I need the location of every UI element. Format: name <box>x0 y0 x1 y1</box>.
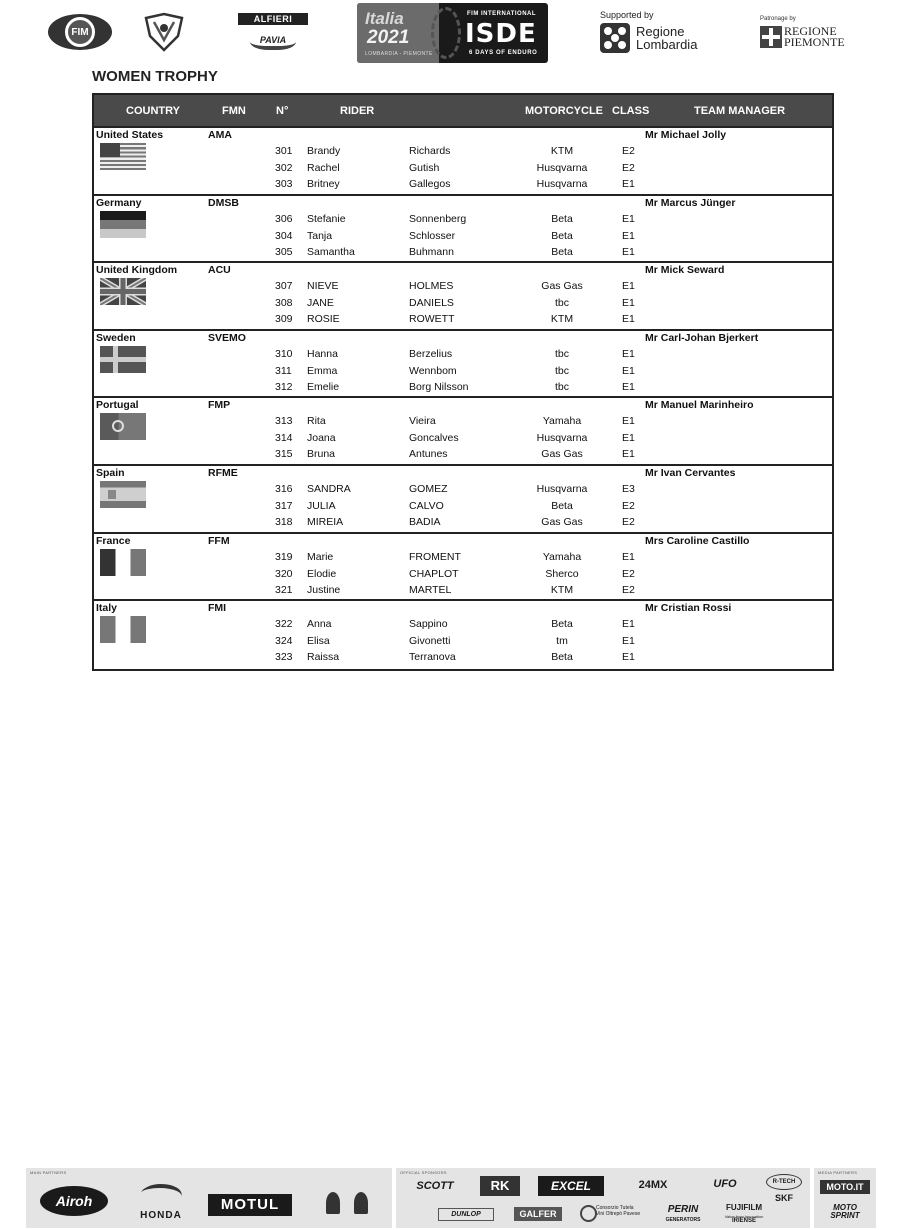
country-name: United Kingdom <box>96 264 178 277</box>
rider-first-name: Elisa <box>307 635 330 648</box>
rider-class: E1 <box>622 635 635 648</box>
rider-last-name: GOMEZ <box>409 482 448 495</box>
women-trophy-table <box>92 93 834 671</box>
rider-row <box>94 432 832 448</box>
rider-class: E1 <box>622 432 635 445</box>
rider-motorcycle: Gas Gas <box>541 448 583 461</box>
rider-first-name: Raissa <box>307 651 340 664</box>
table-header <box>94 95 832 128</box>
scott-logo: SCOTT <box>416 1180 454 1192</box>
rider-row <box>94 381 832 397</box>
rider-number: 301 <box>275 145 293 157</box>
rider-first-name: MIREIA <box>307 515 344 528</box>
rider-number: 309 <box>275 313 293 326</box>
rider-last-name: FROMENT <box>409 550 461 563</box>
piemonte-cross-icon <box>760 26 782 48</box>
rider-class: E1 <box>622 651 635 664</box>
rider-last-name: Borg Nilsson <box>409 380 469 393</box>
rider-first-name: Rachel <box>307 162 340 174</box>
rider-motorcycle: Beta <box>551 651 573 664</box>
rider-class: E2 <box>622 515 635 528</box>
country-name: France <box>96 534 131 547</box>
fujifilm-logo: FUJIFILM Value from Innovation <box>724 1203 764 1219</box>
fmn-code: FFM <box>208 534 230 547</box>
team-group <box>94 263 832 331</box>
team-manager-name: Mr Michael Jolly <box>645 129 727 141</box>
rider-number: 304 <box>275 229 293 242</box>
rider-motorcycle: Husqvarna <box>536 432 588 445</box>
rider-class: E1 <box>622 364 635 377</box>
rider-class: E3 <box>622 482 635 495</box>
rider-motorcycle: KTM <box>550 583 574 596</box>
rider-last-name: BADIA <box>409 515 441 528</box>
rider-row <box>94 651 832 667</box>
rider-class: E1 <box>622 550 635 563</box>
honda-wing-icon <box>136 1184 186 1206</box>
rider-motorcycle: Beta <box>551 212 573 225</box>
col-number: N° <box>276 105 289 117</box>
rider-first-name: Emelie <box>307 380 340 393</box>
rider-number: 302 <box>275 162 293 174</box>
rider-row <box>94 568 832 584</box>
official-sponsors-panel: OFFICIAL SPONSORS SCOTT RK EXCEL 24MX UFO R-TECH SKF DUNLOP GALFER Consorzio Tutela Vini Oltrepò Pavese PERIN GENERATORS FUJIFILM Value from Innovation IRIENSE <box>396 1168 810 1228</box>
rider-last-name: Gutish <box>409 162 440 174</box>
col-fmn: FMN <box>222 105 246 117</box>
header-logos <box>0 0 900 68</box>
rider-first-name: Rita <box>307 415 326 428</box>
rider-row <box>94 246 832 262</box>
col-motorcycle: MOTORCYCLE <box>525 105 604 117</box>
rider-motorcycle: Sherco <box>545 567 579 580</box>
country-name: Sweden <box>96 331 136 344</box>
rider-number: 319 <box>275 550 293 563</box>
country-name: Portugal <box>96 399 139 412</box>
rider-class: E2 <box>622 567 635 580</box>
rider-number: 315 <box>275 448 293 461</box>
rider-last-name: Buhmann <box>409 245 454 258</box>
rider-row <box>94 280 832 296</box>
rider-last-name: Antunes <box>409 448 448 461</box>
team-manager-name: Mr Cristian Rossi <box>645 602 732 615</box>
rider-number: 308 <box>275 297 293 310</box>
rider-row <box>94 145 832 161</box>
rider-class: E1 <box>622 415 635 428</box>
col-country: COUNTRY <box>126 105 180 117</box>
country-name: Spain <box>96 466 125 479</box>
rider-first-name: Hanna <box>307 347 338 360</box>
rider-motorcycle: Gas Gas <box>541 280 583 293</box>
rider-motorcycle: tbc <box>554 297 569 310</box>
dunlop-logo: DUNLOP <box>438 1208 494 1221</box>
rider-first-name: Stefanie <box>307 212 346 225</box>
fim-logo: FIM <box>48 14 112 50</box>
rider-row <box>94 551 832 567</box>
rider-first-name: Anna <box>307 618 332 631</box>
rider-first-name: Brandy <box>307 145 341 157</box>
rider-number: 312 <box>275 380 293 393</box>
rider-motorcycle: Beta <box>551 229 573 242</box>
rider-class: E2 <box>622 583 635 596</box>
24mx-logo: 24MX <box>638 1179 668 1191</box>
rider-motorcycle: Beta <box>551 618 573 631</box>
rider-row <box>94 178 832 194</box>
rider-motorcycle: tbc <box>554 347 569 360</box>
rider-class: E2 <box>622 162 635 174</box>
moto-sprint-logo: MOTO SPRINT <box>830 1203 860 1220</box>
rider-number: 318 <box>275 515 293 528</box>
team-group <box>94 534 832 602</box>
rider-first-name: Samantha <box>307 245 355 258</box>
rider-class: E1 <box>622 245 635 258</box>
rider-number: 317 <box>275 499 293 512</box>
rider-class: E1 <box>622 618 635 631</box>
isde-2021-logo: Italia 2021 LOMBARDIA - PIEMONTE FIM INTERNATIONAL ISDE 6 DAYS OF ENDURO <box>357 3 548 63</box>
team-manager-name: Mrs Caroline Castillo <box>645 534 750 547</box>
fmn-code: DMSB <box>208 196 239 209</box>
rider-last-name: CHAPLOT <box>409 567 459 580</box>
rider-class: E2 <box>622 499 635 512</box>
sponsor-footer <box>26 1168 876 1228</box>
fmn-code: SVEMO <box>208 331 246 344</box>
rider-motorcycle: Beta <box>551 499 573 512</box>
team-manager-name: Mr Mick Seward <box>645 264 725 277</box>
team-group <box>94 466 832 534</box>
rider-class: E1 <box>622 313 635 326</box>
rider-motorcycle: Husqvarna <box>536 162 588 174</box>
rider-number: 305 <box>275 245 293 258</box>
rider-row <box>94 297 832 313</box>
airoh-logo: Airoh <box>40 1186 108 1216</box>
rider-motorcycle: KTM <box>550 145 574 157</box>
rider-row <box>94 415 832 431</box>
consorzio-logo: Consorzio Tutela Vini Oltrepò Pavese <box>580 1205 642 1217</box>
rider-first-name: Bruna <box>307 448 336 461</box>
rider-row <box>94 313 832 329</box>
rider-first-name: JANE <box>307 297 334 310</box>
rider-last-name: Givonetti <box>409 635 451 648</box>
rider-motorcycle: tbc <box>554 364 569 377</box>
rider-last-name: MARTEL <box>409 583 452 596</box>
supported-by-label: Supported by <box>600 10 654 20</box>
country-name: Germany <box>96 196 142 209</box>
rider-first-name: Emma <box>307 364 338 377</box>
rider-number: 313 <box>275 415 293 428</box>
rider-last-name: DANIELS <box>409 297 454 310</box>
rider-first-name: Britney <box>307 178 340 190</box>
excel-logo: EXCEL <box>538 1176 604 1196</box>
rider-number: 320 <box>275 567 293 580</box>
rider-row <box>94 584 832 600</box>
rider-number: 314 <box>275 432 293 445</box>
rider-class: E1 <box>622 347 635 360</box>
team-group <box>94 398 832 466</box>
rider-row <box>94 213 832 229</box>
main-partners-panel: MAIN PARTNERS Airoh HONDA MOTUL <box>26 1168 392 1228</box>
rider-first-name: ROSIE <box>307 313 340 326</box>
rider-class: E2 <box>622 145 635 157</box>
regione-piemonte-logo: Patronage by REGIONE PIEMONTE <box>760 16 845 49</box>
rider-row <box>94 348 832 364</box>
rider-class: E1 <box>622 380 635 393</box>
galfer-logo: GALFER <box>514 1207 562 1221</box>
moto-it-logo: MOTO.IT <box>820 1180 870 1194</box>
pavia-logo: PAVIA <box>250 30 296 50</box>
rider-class: E1 <box>622 280 635 293</box>
team-manager-name: Mr Manuel Marinheiro <box>645 399 754 412</box>
team-group <box>94 128 832 196</box>
fmn-code: AMA <box>208 129 232 141</box>
rider-last-name: ROWETT <box>409 313 455 326</box>
rider-last-name: CALVO <box>409 499 444 512</box>
rider-motorcycle: Yamaha <box>542 415 582 428</box>
team-manager-name: Mr Marcus Jünger <box>645 196 736 209</box>
rider-first-name: Justine <box>307 583 341 596</box>
alfieri-logo: ALFIERI <box>238 13 308 25</box>
team-group <box>94 601 832 669</box>
rider-row <box>94 448 832 464</box>
rider-number: 321 <box>275 583 293 596</box>
country-name: Italy <box>96 602 118 615</box>
rider-class: E1 <box>622 297 635 310</box>
rider-motorcycle: Husqvarna <box>536 178 588 190</box>
rider-row <box>94 230 832 246</box>
fmn-code: RFME <box>208 466 238 479</box>
team-manager-name: Mr Carl-Johan Bjerkert <box>645 331 759 344</box>
rider-first-name: NIEVE <box>307 280 339 293</box>
rider-last-name: Sappino <box>409 618 448 631</box>
fmn-code: FMI <box>208 602 227 615</box>
rider-row <box>94 483 832 499</box>
rider-last-name: Goncalves <box>409 432 459 445</box>
fmi-logo <box>140 12 188 52</box>
rider-row <box>94 618 832 634</box>
col-class: CLASS <box>612 105 650 117</box>
rider-last-name: Schlosser <box>409 229 456 242</box>
ufo-logo: UFO <box>713 1178 737 1190</box>
skf-logo: SKF <box>775 1193 793 1203</box>
fmn-code: FMP <box>208 399 231 412</box>
rider-last-name: Wennbom <box>409 364 457 377</box>
rider-row <box>94 500 832 516</box>
rider-number: 322 <box>275 618 293 631</box>
rider-last-name: Gallegos <box>409 178 451 190</box>
rider-first-name: Elodie <box>307 567 337 580</box>
rider-motorcycle: Beta <box>551 245 573 258</box>
rider-number: 324 <box>275 635 293 648</box>
col-rider: RIDER <box>340 105 375 117</box>
fmn-code: ACU <box>208 264 231 277</box>
rtech-logo: R-TECH <box>766 1174 802 1190</box>
rider-number: 307 <box>275 280 293 293</box>
lombardia-rose-icon <box>600 23 630 53</box>
rider-number: 303 <box>275 178 293 190</box>
rider-motorcycle: tbc <box>554 380 569 393</box>
rider-class: E1 <box>622 178 635 190</box>
rider-first-name: Marie <box>307 550 334 563</box>
media-partners-panel: MEDIA PARTNERS MOTO.IT MOTO SPRINT <box>814 1168 876 1228</box>
rider-number: 311 <box>275 364 292 377</box>
rider-number: 316 <box>275 482 293 495</box>
rider-last-name: HOLMES <box>409 280 454 293</box>
rider-motorcycle: tm <box>556 635 568 648</box>
rider-last-name: Berzelius <box>409 347 453 360</box>
rider-last-name: Richards <box>409 145 451 157</box>
team-group <box>94 331 832 399</box>
rider-row <box>94 162 832 178</box>
motul-logo: MOTUL <box>208 1194 292 1216</box>
rider-row <box>94 635 832 651</box>
country-name: United States <box>96 129 164 141</box>
honda-logo: HONDA <box>132 1184 190 1220</box>
rider-motorcycle: Husqvarna <box>536 482 588 495</box>
rider-row <box>94 516 832 532</box>
kappa-logo-icon <box>316 1186 378 1220</box>
rider-class: E1 <box>622 229 635 242</box>
iriense-logo: IRIENSE <box>731 1218 756 1224</box>
col-team-manager: TEAM MANAGER <box>694 105 786 117</box>
table-body <box>94 128 832 669</box>
rider-class: E1 <box>622 448 635 461</box>
team-group <box>94 196 832 264</box>
regione-lombardia-logo: Regione Lombardia <box>600 22 712 56</box>
rk-logo: RK <box>480 1176 520 1196</box>
rider-number: 310 <box>275 347 293 360</box>
rider-row <box>94 365 832 381</box>
team-manager-name: Mr Ivan Cervantes <box>645 466 736 479</box>
rider-last-name: Sonnenberg <box>409 212 467 225</box>
rider-first-name: SANDRA <box>307 482 351 495</box>
page-title: WOMEN TROPHY <box>92 68 218 85</box>
perin-logo: PERIN GENERATORS <box>665 1204 701 1223</box>
rider-motorcycle: Yamaha <box>542 550 582 563</box>
rider-class: E1 <box>622 212 635 225</box>
rider-last-name: Vieira <box>409 415 436 428</box>
rider-first-name: JULIA <box>307 499 336 512</box>
rider-first-name: Joana <box>307 432 336 445</box>
rider-number: 306 <box>275 212 293 225</box>
rider-first-name: Tanja <box>307 229 333 242</box>
rider-motorcycle: KTM <box>550 313 574 326</box>
rider-number: 323 <box>275 651 293 664</box>
rider-last-name: Terranova <box>409 651 456 664</box>
rider-motorcycle: Gas Gas <box>541 515 583 528</box>
